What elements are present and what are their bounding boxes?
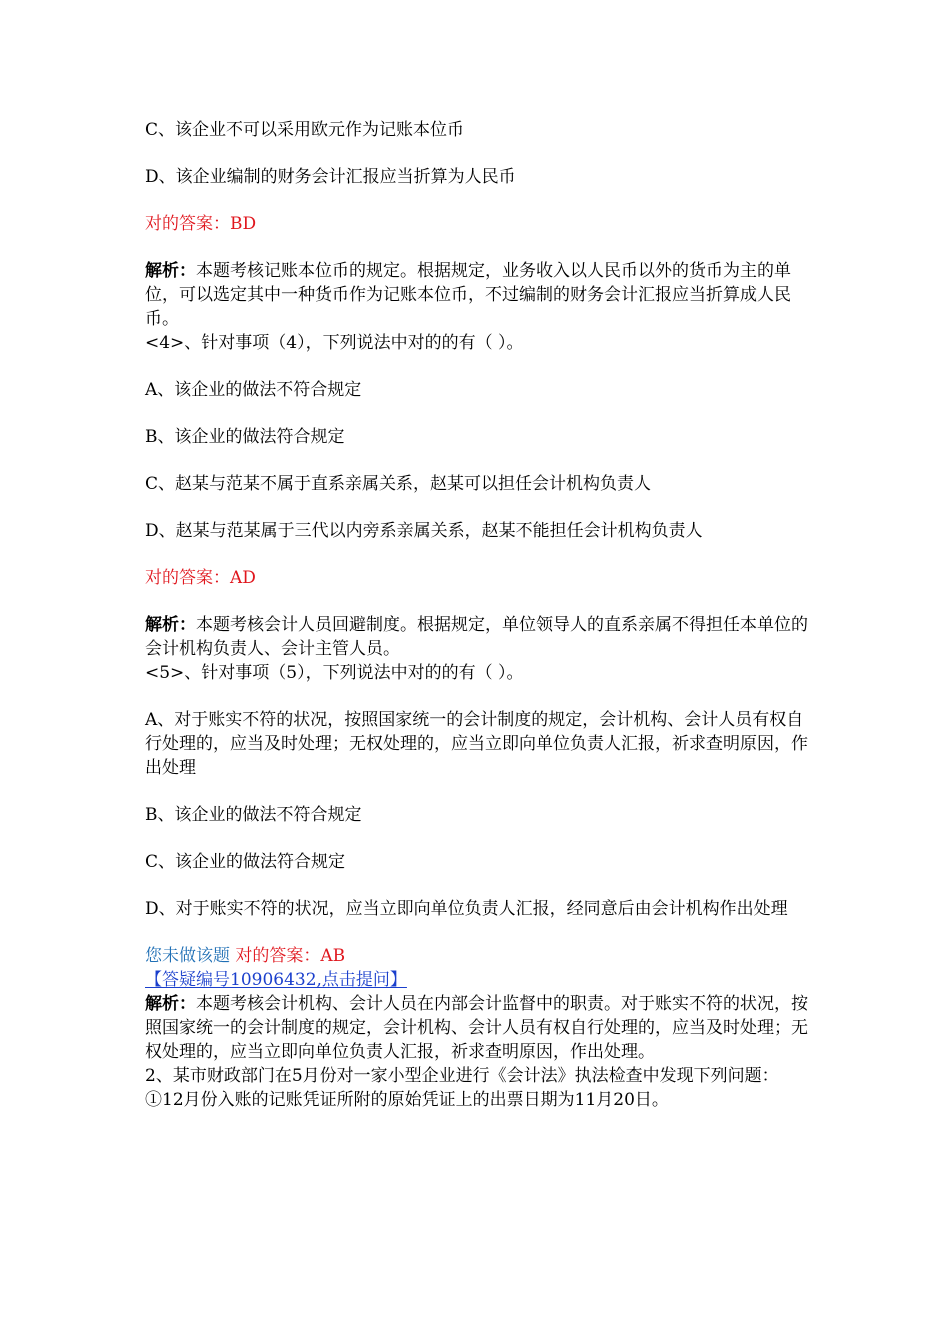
analysis-label: 解析： (145, 261, 196, 281)
q4-correct-answer: 对的答案：AD (145, 568, 256, 588)
q5-option-c: C、该企业的做法符合规定 (145, 852, 346, 872)
analysis-text: 本题考核记账本位币的规定。根据规定，业务收入以人民币以外的货币为主的单位，可以选定其中一种货币作为记账本位币，不过编制的财务会计汇报应当折算成人民币。 (145, 261, 791, 329)
next-question: 2、某市财政部门在5月份对一家小型企业进行《会计法》执法检查中发现下列问题： (145, 1066, 779, 1086)
q5-analysis (145, 992, 810, 1064)
q5-status-answer (145, 944, 810, 968)
q5-question: <5>、针对事项（5），下列说法中对的的有（ ）。 (145, 663, 524, 683)
q4-question: <4>、针对事项（4），下列说法中对的的有（ ）。 (145, 333, 524, 353)
q3-analysis (145, 259, 810, 331)
q4-analysis (145, 613, 810, 661)
q3-option-c: C、该企业不可以采用欧元作为记账本位币 (145, 120, 465, 140)
q5-option-d: D、对于账实不符的状况，应当立即向单位负责人汇报，经同意后由会计机构作出处理 (145, 899, 788, 919)
q3-correct-answer: 对的答案：BD (145, 214, 257, 234)
q4-option-a: A、该企业的做法不符合规定 (145, 380, 362, 400)
not-attempted-label: 您未做该题 (145, 946, 230, 966)
ask-question-link[interactable]: 【答疑编号10906432,点击提问】 (145, 970, 407, 990)
analysis-label: 解析： (145, 615, 196, 635)
document-page (145, 118, 810, 1112)
q4-option-b: B、该企业的做法符合规定 (145, 427, 345, 447)
q4-option-c: C、赵某与范某不属于直系亲属关系，赵某可以担任会计机构负责人 (145, 474, 652, 494)
q5-correct-answer: 对的答案：AB (235, 946, 346, 966)
q5-question-link-row (145, 968, 810, 992)
analysis-label: 解析： (145, 994, 196, 1014)
analysis-text: 本题考核会计机构、会计人员在内部会计监督中的职责。对于账实不符的状况，按照国家统一的会计制度的规定，会计机构、会计人员有权自行处理的，应当及时处理；无权处理的，应当立即向单位负责人汇报，祈求查明原因，作出处理。 (145, 994, 808, 1062)
q5-option-a: A、对于账实不符的状况，按照国家统一的会计制度的规定，会计机构、会计人员有权自行处理的，应当及时处理；无权处理的，应当立即向单位负责人汇报，祈求查明原因，作出处理 (145, 710, 808, 778)
q3-option-d: D、该企业编制的财务会计汇报应当折算为人民币 (145, 167, 516, 187)
q5-option-b: B、该企业的做法不符合规定 (145, 805, 362, 825)
q4-option-d: D、赵某与范某属于三代以内旁系亲属关系，赵某不能担任会计机构负责人 (145, 521, 703, 541)
next-question-item-1: ①12月份入账的记账凭证所附的原始凭证上的出票日期为11月20日。 (145, 1090, 669, 1110)
analysis-text: 本题考核会计人员回避制度。根据规定，单位领导人的直系亲属不得担任本单位的会计机构负责人、会计主管人员。 (145, 615, 808, 659)
